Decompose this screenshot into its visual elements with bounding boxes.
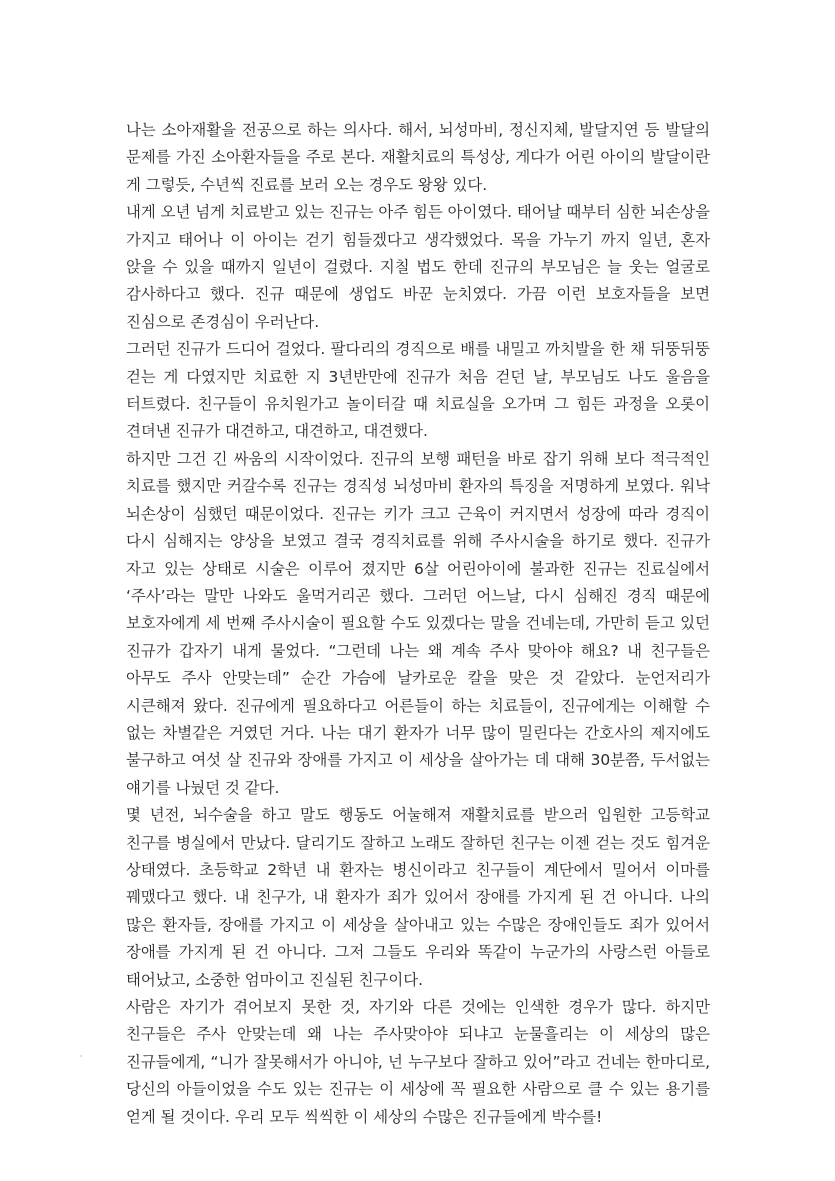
paragraph-4: 하지만 그건 긴 싸움의 시작이었다. 진규의 보행 패턴을 바로 잡기 위해 보다 적극적인 치료를 했지만 커갈수록 진규는 경직성 뇌성마비 환자의 특징을 저명하게 보였다. 워낙 뇌손상이 심했던 때문이었다. 진규는 키가 크고 근육이 커지면서 성장에 따라 경직이 다시 심해지는 양상을 보였고 결국 경직치료를 위해 주사시술을 하기로 했다. 진규가 자고 있는 상태로 시술은 이루어 졌지만 6살 어린아이에 불과한 진규는 진료실에서 ‘주사’라는 말만 나와도 울먹거리곤 했다. 그러던 어느날, 다시 심해진 경직 때문에 보호자에게 세 번째 주사시술이 필요할 수도 있겠다는 말을 건네는데, 가만히 듣고 있던 진규가 갑자기 내게 물었다. “그런데 나는 왜 계속 주사 맞아야 해요? 내 친구들은 아무도 주사 안맞는데” 순간 가슴에 날카로운 칼을 맞은 것 같았다. 눈언저리가 시큰해져 왔다. 진규에게 필요하다고 어른들이 하는 치료들이, 진규에게는 이해할 수 없는 차별같은 거였던 거다. 나는 대기 환자가 너무 많이 밀린다는 간호사의 제지에도 불구하고 여섯 살 진규와 장애를 가지고 이 세상을 살아가는 데 대해 30분쯤, 두서없는 얘기를 나눴던 것 같다. [126, 449, 710, 797]
essay-body [126, 117, 710, 1131]
page-speck [80, 1055, 82, 1057]
paragraph-5: 몇 년전, 뇌수술을 하고 말도 행동도 어눌해져 재활치료를 받으러 입원한 고등학교 친구를 병실에서 만났다. 달리기도 잘하고 노래도 잘하던 친구는 이젠 걷는 것도 힘겨운 상태였다. 초등학교 2학년 내 환자는 병신이라고 친구들이 계단에서 밀어서 이마를 꿰맸다고 했다. 내 친구가, 내 환자가 죄가 있어서 장애를 가지게 된 건 아니다. 나의 많은 환자들, 장애를 가지고 이 세상을 살아내고 있는 수많은 장애인들도 죄가 있어서 장애를 가지게 된 건 아니다. 그저 그들도 우리와 똑같이 누군가의 사랑스런 아들로 태어났고, 소중한 엄마이고 진실된 친구이다. [126, 806, 710, 989]
paragraph-6: 사람은 자기가 겪어보지 못한 것, 자기와 다른 것에는 인색한 경우가 많다. 하지만 친구들은 주사 안맞는데 왜 나는 주사맞아야 되냐고 눈물흘리는 이 세상의 많은 진규들에게, “니가 잘못해서가 아니야, 넌 누구보다 잘하고 있어”라고 건네는 한마디로, 당신의 아들이었을 수도 있는 진규는 이 세상에 꼭 필요한 사람으로 클 수 있는 용기를 얻게 될 것이다. 우리 모두 씩씩한 이 세상의 수많은 진규들에게 박수를! [126, 998, 710, 1126]
paragraph-2: 내게 오년 넘게 치료받고 있는 진규는 아주 힘든 아이였다. 태어날 때부터 심한 뇌손상을 가지고 태어나 이 아이는 걷기 힘들겠다고 생각했었다. 목을 가누기 까지 일년, 혼자 앉을 수 있을 때까지 일년이 걸렸다. 지칠 법도 한데 진규의 부모님은 늘 웃는 얼굴로 감사하다고 했다. 진규 때문에 생업도 바꾼 눈치였다. 가끔 이런 보호자들을 보면 진심으로 존경심이 우러난다. [126, 203, 710, 331]
paragraph-3: 그러던 진규가 드디어 걸었다. 팔다리의 경직으로 배를 내밀고 까치발을 한 채 뒤뚱뒤뚱 걷는 게 다였지만 치료한 지 3년반만에 진규가 처음 걷던 날, 부모님도 나도 울음을 터트렸다. 친구들이 유치원가고 놀이터갈 때 치료실을 오가며 그 힘든 과정을 오롯이 견뎌낸 진규가 대견하고, 대견하고, 대견했다. [126, 340, 710, 441]
paragraph-1: 나는 소아재활을 전공으로 하는 의사다. 해서, 뇌성마비, 정신지체, 발달지연 등 발달의 문제를 가진 소아환자들을 주로 본다. 재활치료의 특성상, 게다가 어린 아이의 발달이란 게 그렇듯, 수년씩 진료를 보러 오는 경우도 왕왕 있다. [126, 121, 710, 194]
